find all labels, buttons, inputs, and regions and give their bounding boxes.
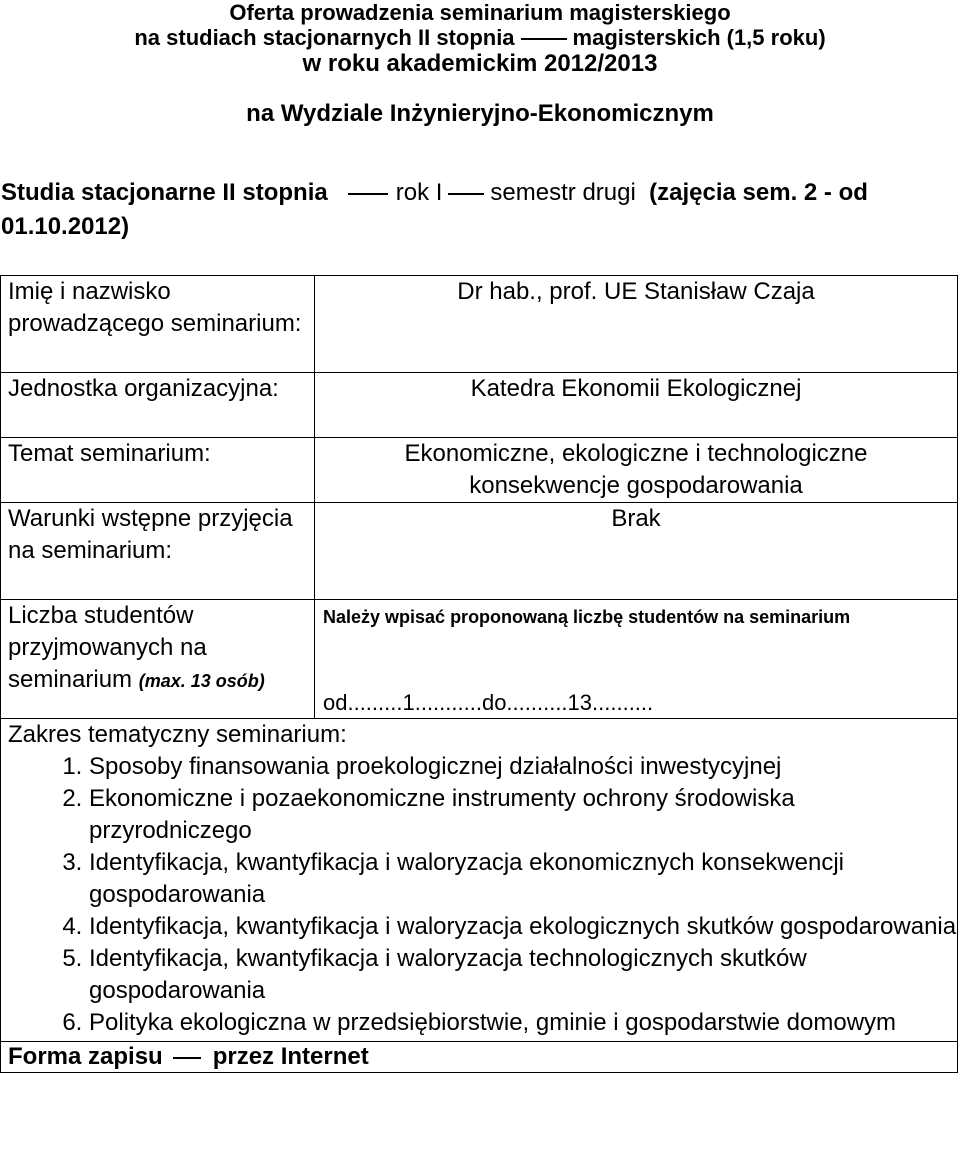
conditions-value: Brak	[315, 503, 958, 600]
conditions-label: Warunki wstępne przyjęcia na seminarium:	[1, 503, 315, 600]
list-item: 3. Identyfikacja, kwantyfikacja i waloryzacja ekonomicznych konsekwencji gospodarowania	[89, 847, 957, 911]
leader-label: Imię i nazwisko prowadzącego seminarium:	[1, 276, 315, 373]
table-row	[1, 438, 958, 503]
scope-label: Zakres tematyczny seminarium:	[8, 721, 347, 748]
leader-value	[315, 276, 958, 373]
table-row	[1, 719, 958, 1042]
count-value-cell	[315, 600, 958, 719]
classes-date: 01.10.2012)	[1, 213, 130, 240]
list-item: 5. Identyfikacja, kwantyfikacja i waloryzacja technologicznych skutków gospodarowania	[89, 943, 957, 1007]
scope-cell	[1, 719, 958, 1042]
study-year: rok I	[395, 179, 443, 206]
count-instruction: Należy wpisać proponowaną liczbę studentów na seminarium	[323, 607, 851, 627]
study-type: Studia stacjonarne II stopnia	[1, 179, 328, 206]
dash	[173, 1057, 201, 1059]
list-item: 4. Identyfikacja, kwantyfikacja i waloryzacja ekologicznych skutków gospodarowania	[89, 911, 957, 943]
table-row	[1, 1042, 958, 1073]
academic-year: w roku akademickim 2012/2013	[302, 50, 658, 77]
topic-value: Ekonomiczne, ekologiczne i technologiczne konsekwencje gospodarowania	[315, 438, 958, 503]
form-value: przez Internet	[212, 1043, 369, 1070]
header-subtitle	[0, 25, 960, 50]
header-subtitle-b: magisterskich (1,5 roku)	[572, 25, 826, 50]
list-item: 1. Sposoby finansowania proekologicznej działalności inwestycyjnej	[89, 751, 957, 783]
dash	[521, 38, 567, 40]
scope-list	[8, 751, 957, 1039]
list-item: 2. Ekonomiczne i pozaekonomiczne instrumenty ochrony środowiska przyrodniczego	[89, 783, 957, 847]
form-label: Forma zapisu	[8, 1043, 163, 1070]
unit-label: Jednostka organizacyjna:	[1, 373, 315, 438]
semester: semestr drugi	[490, 179, 636, 206]
table-row	[1, 276, 958, 373]
document-header	[0, 0, 960, 77]
faculty: na Wydziale Inżynieryjno-Ekonomicznym	[246, 100, 714, 127]
table-row	[1, 503, 958, 600]
header-title: Oferta prowadzenia seminarium magisterskiego	[229, 0, 731, 25]
count-value[interactable]: od.........1...........do..........13..........	[323, 690, 654, 715]
count-label	[1, 600, 315, 719]
list-item: 6. Polityka ekologiczna w przedsiębiorstwie, gminie i gospodarstwie domowym	[89, 1007, 957, 1039]
unit-value: Katedra Ekonomii Ekologicznej	[315, 373, 958, 438]
classes-note: (zajęcia sem. 2 - od	[649, 179, 868, 206]
count-label-text: Liczba studentów przyjmowanych na seminarium	[8, 602, 207, 693]
header-subtitle-a: na studiach stacjonarnych II stopnia	[134, 25, 515, 50]
count-label-note: (max. 13 osób)	[138, 671, 265, 691]
study-info	[0, 176, 960, 244]
dash	[448, 193, 484, 195]
table-row	[1, 373, 958, 438]
topic-label: Temat seminarium:	[1, 438, 315, 503]
dash	[348, 193, 388, 195]
seminar-table	[0, 275, 958, 1073]
leader-value-text: Dr hab., prof. UE Stanisław Czaja	[457, 278, 815, 305]
table-row	[1, 600, 958, 719]
form-cell	[1, 1042, 958, 1073]
